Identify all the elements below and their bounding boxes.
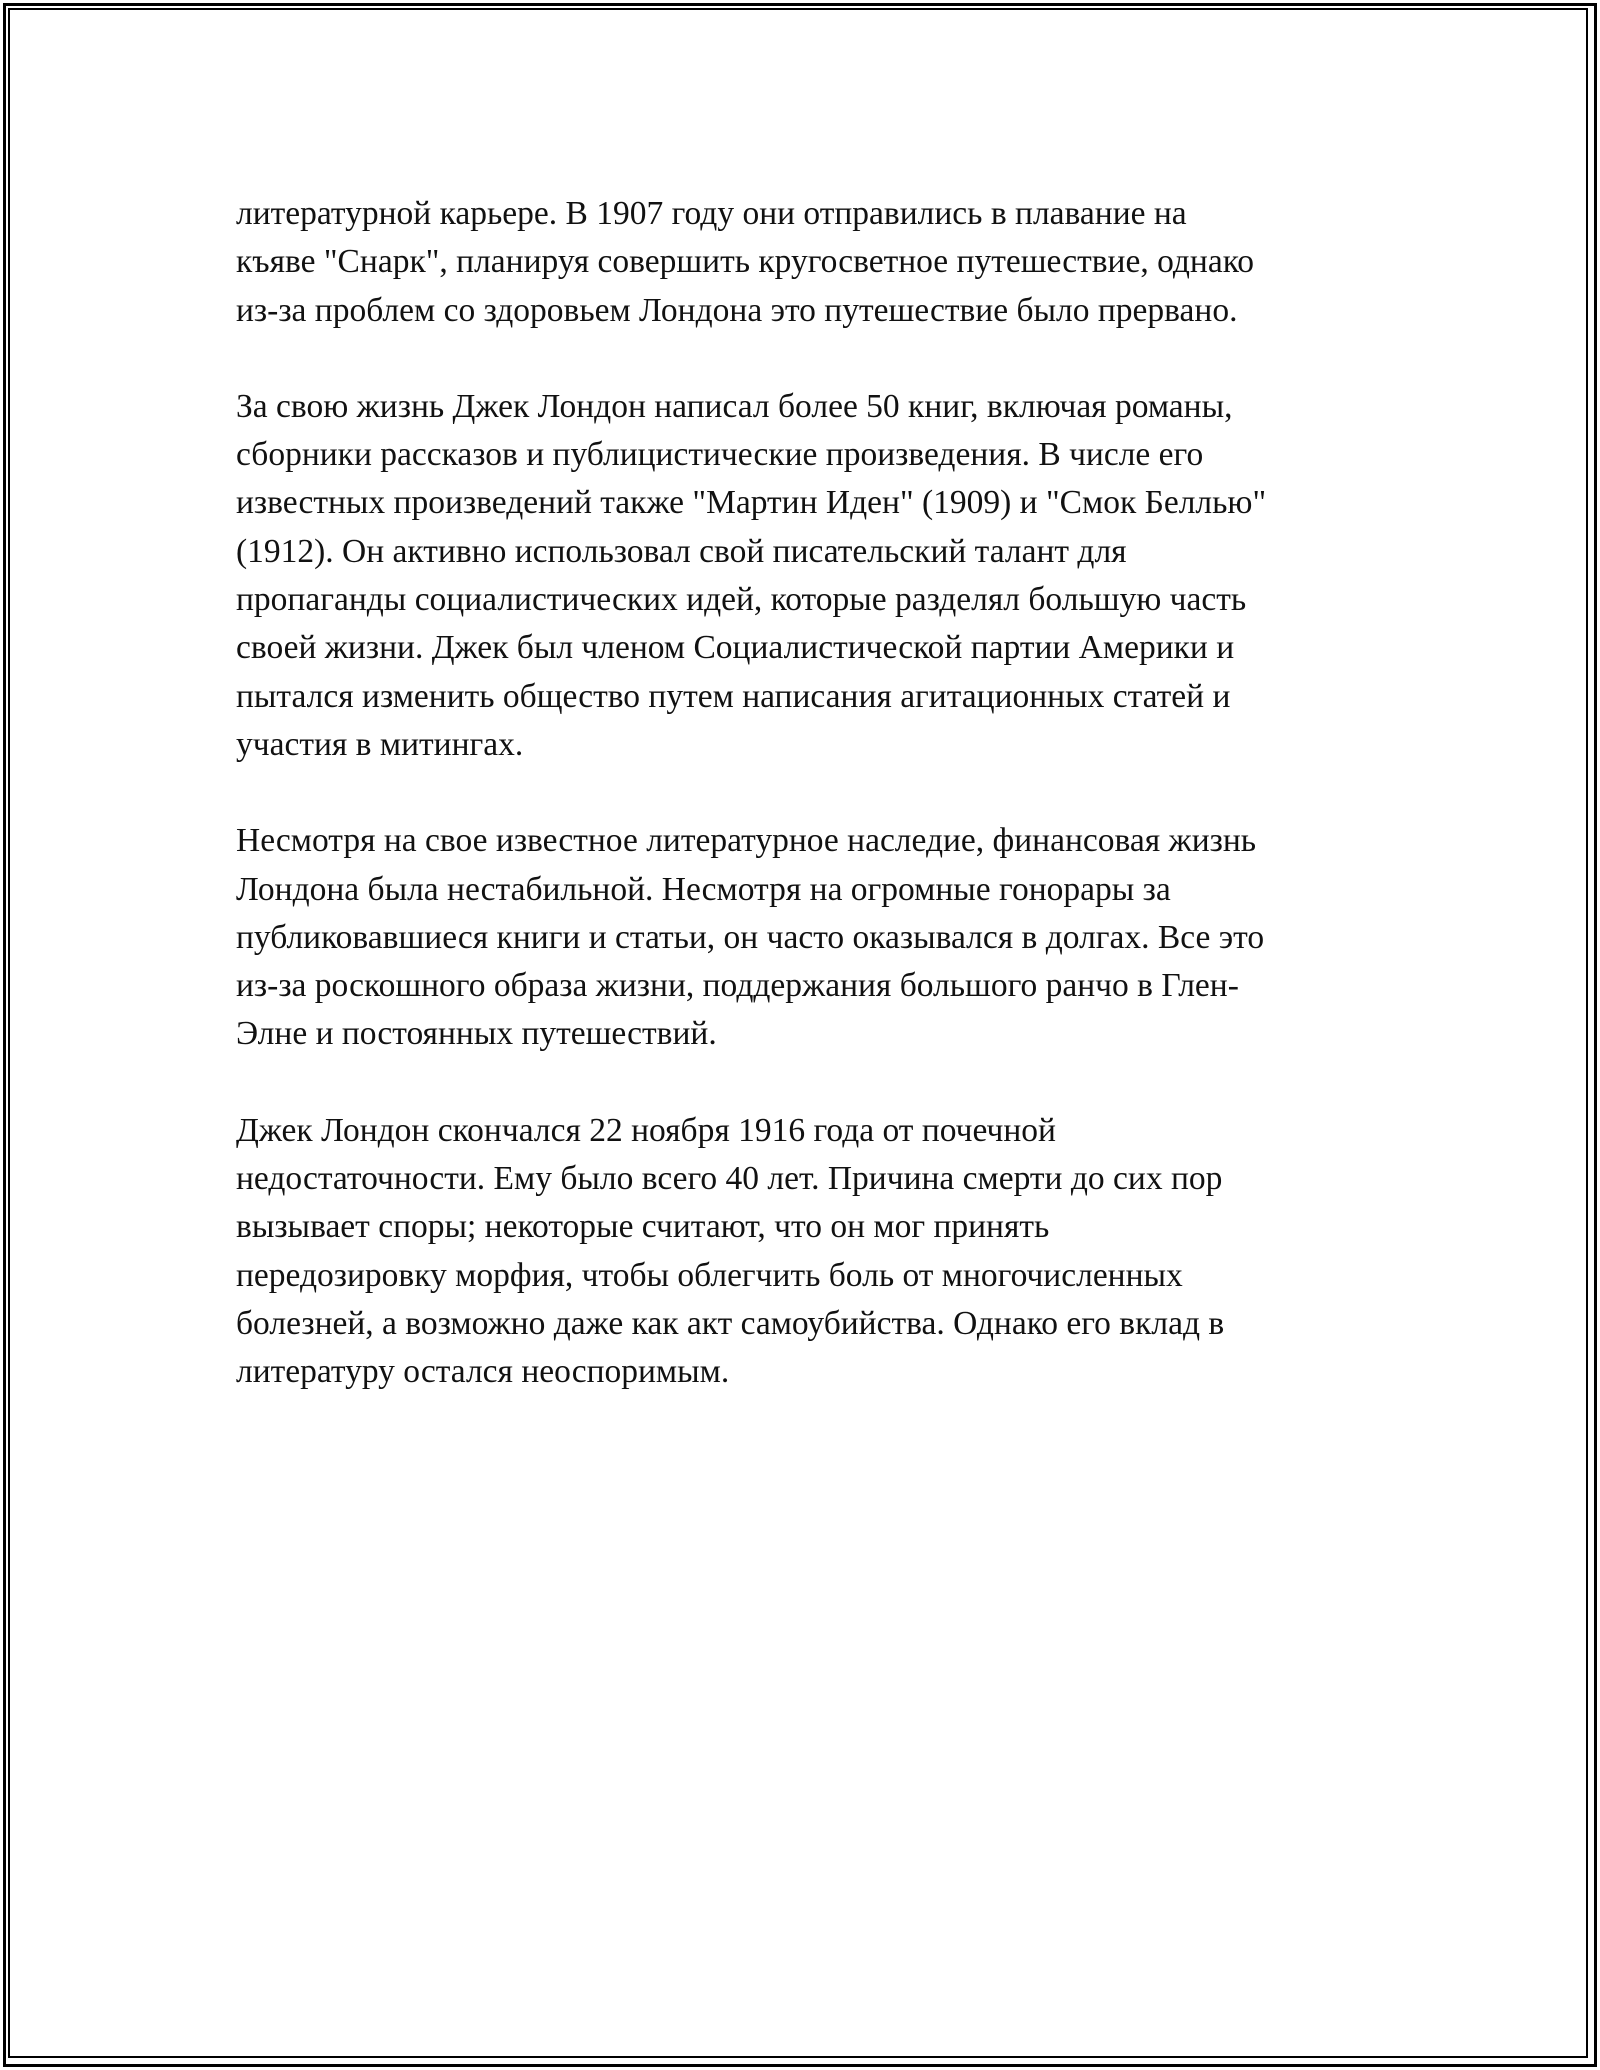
text-line: литературу остался неоспоримым. xyxy=(236,1353,730,1391)
text-line: своей жизни. Джек был членом Социалистической партии Америки и xyxy=(236,629,1235,667)
paragraph-1 xyxy=(236,190,1376,335)
text-line: известных произведений также "Мартин Иден" (1909) и "Смок Беллью" xyxy=(236,484,1267,522)
text-line: вызывает споры; некоторые считают, что он мог принять xyxy=(236,1208,1050,1246)
text-line: передозировку морфия, чтобы облегчить боль от многочисленных xyxy=(236,1256,1183,1294)
text-line: Несмотря на свое известное литературное наследие, финансовая жизнь xyxy=(236,822,1257,860)
text-line: участия в митингах. xyxy=(236,725,524,763)
text-line: (1912). Он активно использовал свой писательский талант для xyxy=(236,532,1127,570)
text-line: пропаганды социалистических идей, которые разделял большую часть xyxy=(236,581,1247,619)
text-line: литературной карьере. В 1907 году они отправились в плавание на xyxy=(236,195,1187,232)
text-line: публиковавшиеся книги и статьи, он часто оказывался в долгах. Все это xyxy=(236,918,1265,956)
text-line: Лондона была нестабильной. Несмотря на огромные гонорары за xyxy=(236,870,1171,908)
text-line: болезней, а возможно даже как акт самоубийства. Однако его вклад в xyxy=(236,1304,1225,1342)
text-line: За свою жизнь Джек Лондон написал более 50 книг, включая романы, xyxy=(236,387,1233,425)
text-line: пытался изменить общество путем написания агитационных статей и xyxy=(236,677,1231,715)
paragraph-4 xyxy=(236,1107,1376,1397)
text-line: Джек Лондон скончался 22 ноября 1916 года от почечной xyxy=(236,1111,1056,1149)
document-body xyxy=(236,190,1376,1445)
text-line: из-за проблем со здоровьем Лондона это путешествие было прервано. xyxy=(236,291,1238,329)
paragraph-2 xyxy=(236,383,1376,769)
text-line: из-за роскошного образа жизни, поддержания большого ранчо в Глен- xyxy=(236,967,1239,1005)
paragraph-3 xyxy=(236,817,1376,1058)
text-line: сборники рассказов и публицистические произведения. В числе его xyxy=(236,436,1204,474)
text-line: недостаточности. Ему было всего 40 лет. Причина смерти до сих пор xyxy=(236,1160,1223,1198)
text-line: къяве "Снарк", планируя совершить кругосветное путешествие, однако xyxy=(236,243,1255,281)
text-line: Элне и постоянных путешествий. xyxy=(236,1015,717,1053)
